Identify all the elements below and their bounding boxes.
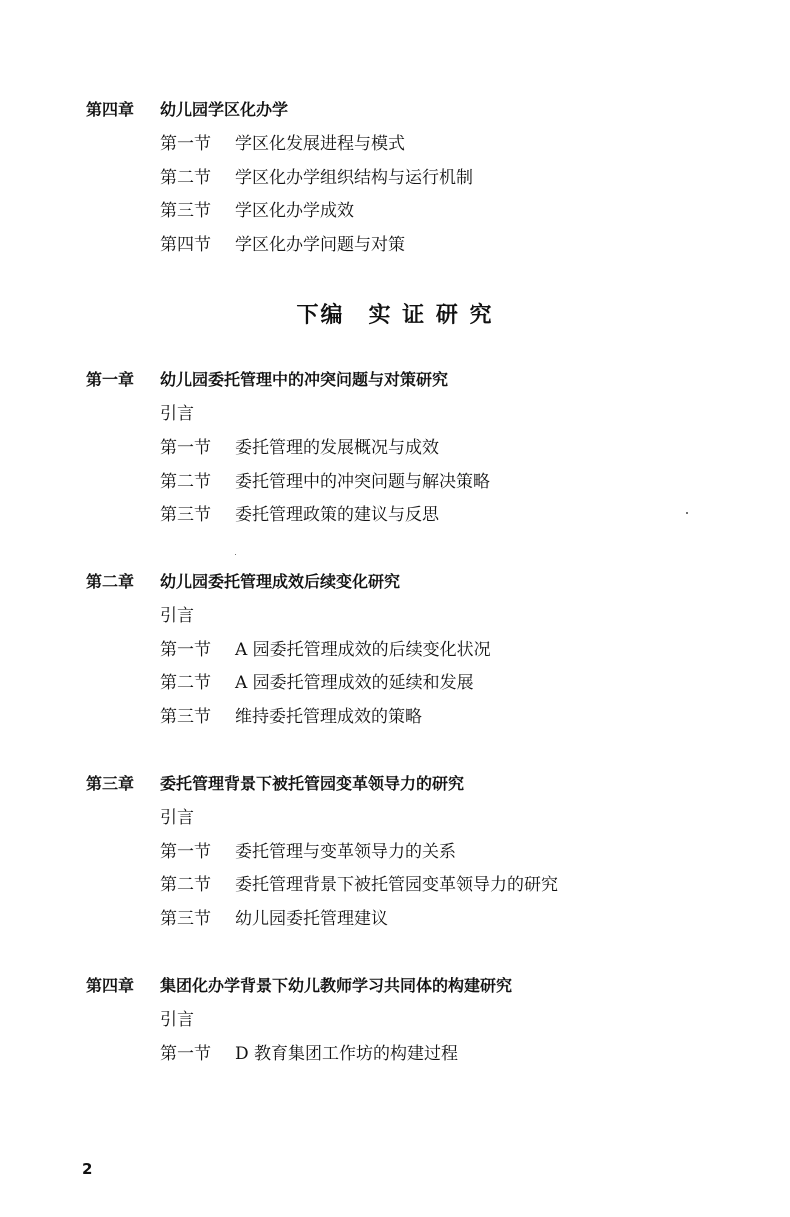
section-number: 第二节 xyxy=(160,875,211,895)
section-number: 第二节 xyxy=(160,168,211,188)
section-title: 学区化发展进程与模式 xyxy=(235,134,405,154)
section-number: 第一节 xyxy=(160,640,211,660)
intro-title: 引言 xyxy=(160,606,194,626)
chapter-number: 第三章 xyxy=(86,774,135,793)
section-title: 学区化办学问题与对策 xyxy=(235,235,405,255)
chapter-title: 幼儿园委托管理成效后续变化研究 xyxy=(160,572,401,591)
section-title: 委托管理政策的建议与反思 xyxy=(235,505,439,525)
section-title: 委托管理中的冲突问题与解决策略 xyxy=(235,472,490,492)
section-title: 幼儿园委托管理建议 xyxy=(235,909,388,929)
section-number: 第三节 xyxy=(160,505,211,525)
section-number: 第二节 xyxy=(160,472,211,492)
section-number: 第一节 xyxy=(160,134,211,154)
section-number: 第一节 xyxy=(160,438,211,458)
part-heading: 下编 实 证 研 究 xyxy=(296,302,494,328)
section-number: 第一节 xyxy=(160,1044,211,1064)
section-title: D 教育集团工作坊的构建过程 xyxy=(235,1044,459,1064)
scan-speck xyxy=(686,512,688,514)
section-title: 学区化办学组织结构与运行机制 xyxy=(235,168,473,188)
section-title: A 园委托管理成效的后续变化状况 xyxy=(235,640,491,660)
intro-title: 引言 xyxy=(160,404,194,424)
intro-title: 引言 xyxy=(160,1010,194,1030)
chapter-title: 委托管理背景下被托管园变革领导力的研究 xyxy=(160,774,465,793)
section-number: 第三节 xyxy=(160,909,211,929)
section-title: 委托管理背景下被托管园变革领导力的研究 xyxy=(235,875,558,895)
chapter-title: 幼儿园委托管理中的冲突问题与对策研究 xyxy=(160,370,449,389)
section-title: 委托管理与变革领导力的关系 xyxy=(235,842,456,862)
section-number: 第四节 xyxy=(160,235,211,255)
footer-page-number: 2 xyxy=(82,1160,93,1178)
chapter-number: 第四章 xyxy=(86,976,135,995)
section-number: 第三节 xyxy=(160,707,211,727)
chapter-number: 第一章 xyxy=(86,370,135,389)
intro-title: 引言 xyxy=(160,808,194,828)
section-number: 第三节 xyxy=(160,201,211,221)
section-title: 维持委托管理成效的策略 xyxy=(235,707,422,727)
chapter-title: 幼儿园学区化办学 xyxy=(160,100,289,119)
chapter-number: 第四章 xyxy=(86,100,135,119)
chapter-number: 第二章 xyxy=(86,572,135,591)
chapter-title: 集团化办学背景下幼儿教师学习共同体的构建研究 xyxy=(160,976,513,995)
scan-speck xyxy=(235,554,236,555)
section-title: 学区化办学成效 xyxy=(235,201,354,221)
section-number: 第二节 xyxy=(160,673,211,693)
section-number: 第一节 xyxy=(160,842,211,862)
section-title: 委托管理的发展概况与成效 xyxy=(235,438,439,458)
section-title: A 园委托管理成效的延续和发展 xyxy=(235,673,474,693)
